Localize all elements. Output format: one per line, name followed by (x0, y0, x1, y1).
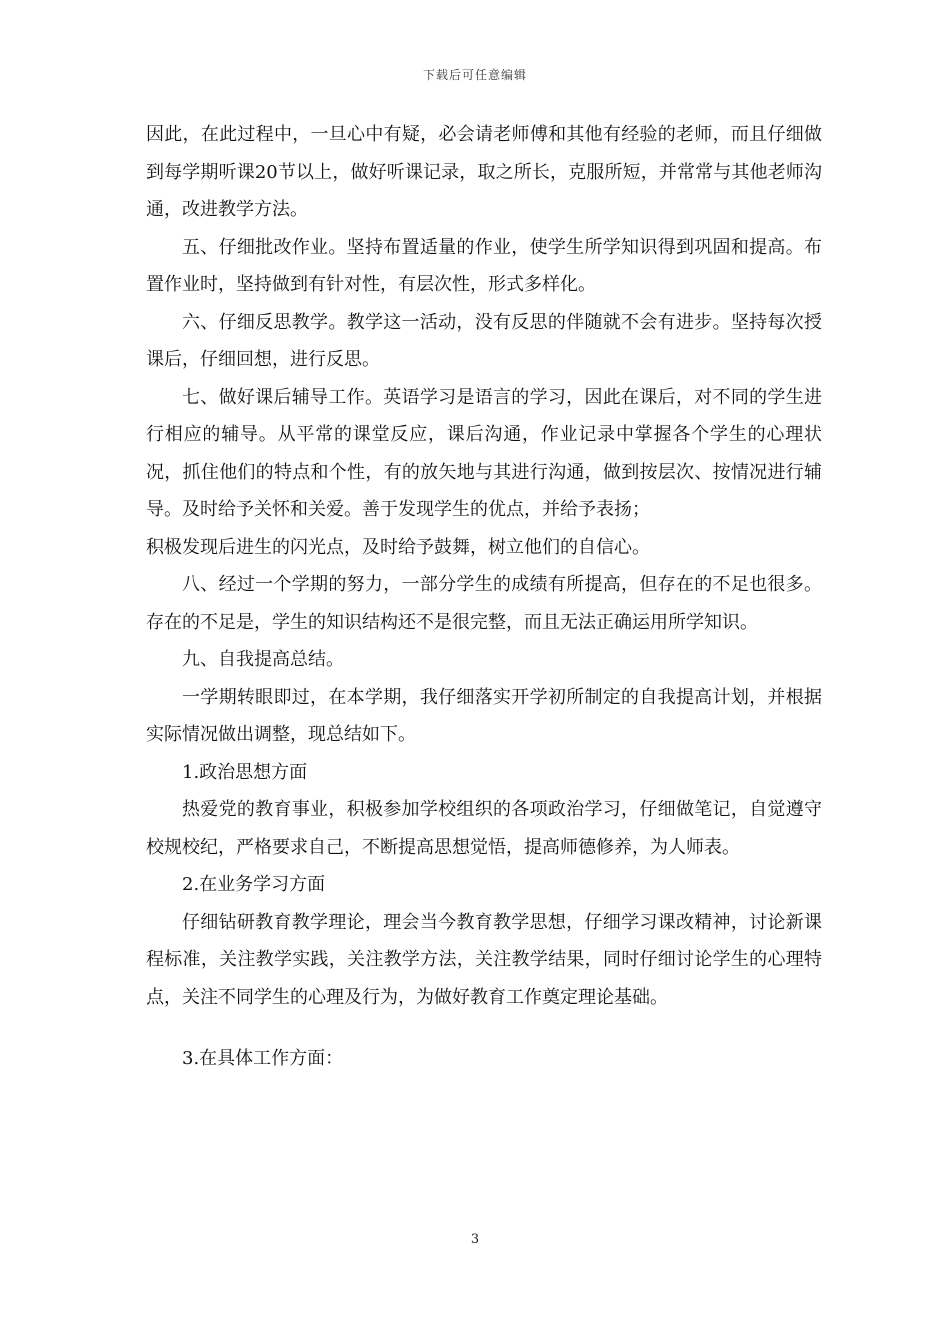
subheading-specific-work: 3.在具体工作方面： (182, 1048, 344, 1069)
subheading-professional-study: 2.在业务学习方面 (182, 874, 326, 895)
paragraph-professional-study: 仔细钻研教育教学理论，理会当今教育教学思想，仔细学习课改精神，讨论新课程标准，关注教学实践，关注教学方法，关注教学结果，同时仔细讨论学生的心理特点，关注不同学生的心理及行为，为做好教育工作奠定理论基础。 (146, 911, 822, 1008)
paragraph-section-eight: 八、经过一个学期的努力，一部分学生的成绩有所提高，但存在的不足也很多。存在的不足是，学生的知识结构还不是很完整，而且无法正确运用所学知识。 (146, 574, 822, 633)
paragraph-section-seven: 七、做好课后辅导工作。英语学习是语言的学习，因此在课后，对不同的学生进行相应的辅导。从平常的课堂反应，课后沟通，作业记录中掌握各个学生的心理状况，抓住他们的特点和个性，有的放矢地与其进行沟通，做到按层次、按情况进行辅导。及时给予关怀和关爱。善于发现学生的优点，并给予表扬； (146, 386, 822, 520)
paragraph-political: 热爱党的教育事业，积极参加学校组织的各项政治学习，仔细做笔记，自觉遵守校规校纪，严格要求自己，不断提高思想觉悟，提高师德修养，为人师表。 (146, 799, 822, 858)
document-body (146, 116, 822, 1078)
paragraph-continuation: 因此，在此过程中，一旦心中有疑，必会请老师傅和其他有经验的老师，而且仔细做到每学期听课20节以上，做好听课记录，取之所长，克服所短，并常常与其他老师沟通，改进教学方法。 (146, 124, 822, 220)
paragraph-section-six: 六、仔细反思教学。教学这一活动，没有反思的伴随就不会有进步。坚持每次授课后，仔细回想，进行反思。 (146, 311, 822, 370)
subheading-political: 1.政治思想方面 (182, 761, 308, 783)
paragraph-encourage: 积极发现后进生的闪光点，及时给予鼓舞，树立他们的自信心。 (146, 536, 650, 558)
paragraph-spacer (146, 1016, 822, 1040)
page-number: 3 (470, 1232, 480, 1247)
heading-section-nine: 九、自我提高总结。 (182, 649, 344, 670)
paragraph-semester-summary: 一学期转眼即过，在本学期，我仔细落实开学初所制定的自我提高计划，并根据实际情况做出调整，现总结如下。 (146, 686, 822, 745)
paragraph-section-five: 五、仔细批改作业。坚持布置适量的作业，使学生所学知识得到巩固和提高。布置作业时，坚持做到有针对性，有层次性，形式多样化。 (146, 236, 822, 295)
page-header: 下载后可任意编辑 (422, 68, 527, 82)
